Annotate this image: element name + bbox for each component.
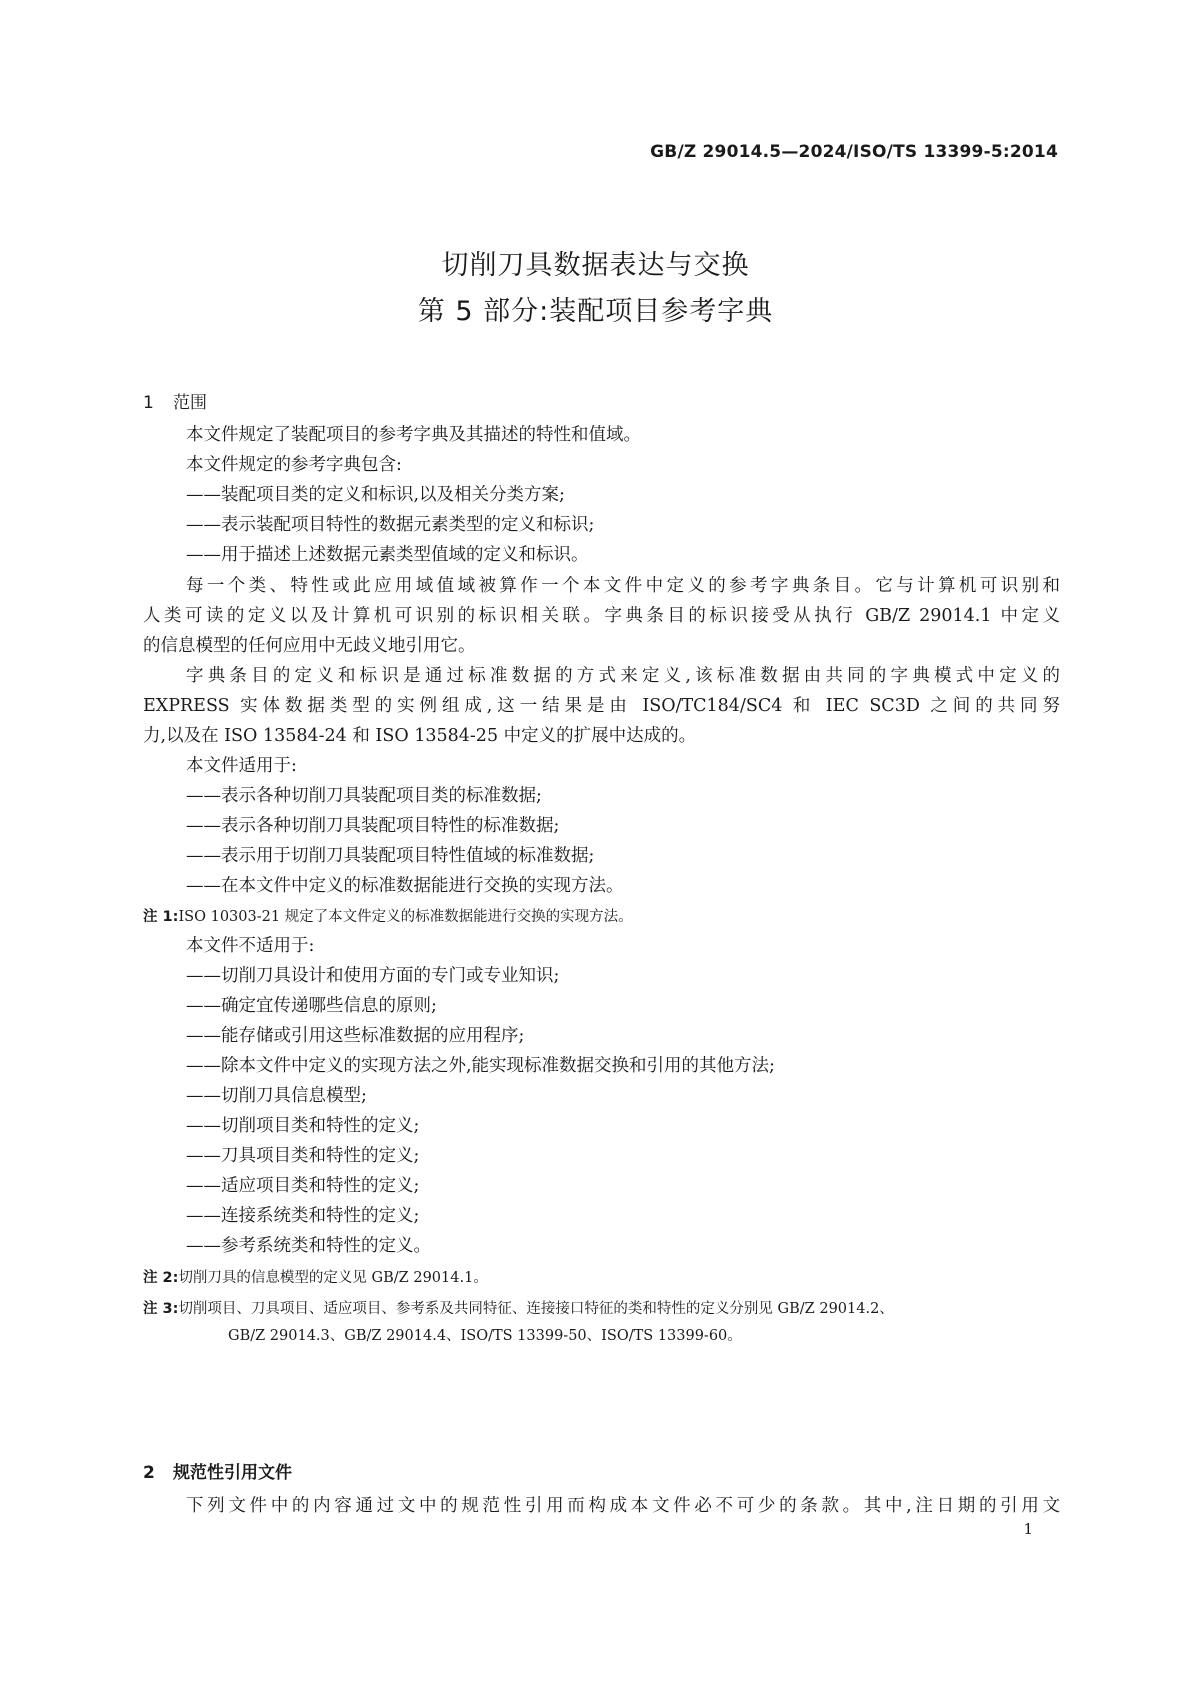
list-item: ——切削项目类和特性的定义; — [186, 1116, 420, 1136]
list-item: ——能存储或引用这些标准数据的应用程序; — [186, 1026, 525, 1046]
note-label: 注 1: — [143, 909, 179, 925]
section-title: 规范性引用文件 — [173, 1463, 292, 1483]
paragraph-line: 力,以及在 ISO 13584-24 和 ISO 13584-25 中定义的扩展中达成的。 — [143, 726, 697, 746]
paragraph-line: 人类可读的定义以及计算机可识别的标识相关联。字典条目的标识接受从执行 GB/Z 29014.1 中定义 — [143, 606, 1060, 626]
list-item: ——装配项目类的定义和标识,以及相关分类方案; — [186, 485, 565, 505]
list-item: ——表示用于切削刀具装配项目特性值域的标准数据; — [186, 846, 595, 866]
list-item: ——连接系统类和特性的定义; — [186, 1206, 420, 1226]
list-item: ——刀具项目类和特性的定义; — [186, 1146, 420, 1166]
list-item: ——确定宜传递哪些信息的原则; — [186, 996, 437, 1016]
section-heading-scope — [143, 388, 207, 413]
section-heading-normative-references — [143, 1458, 292, 1483]
note-text: 切削刀具的信息模型的定义见 GB/Z 29014.1。 — [178, 1270, 488, 1286]
list-item: ——表示各种切削刀具装配项目特性的标准数据; — [186, 816, 560, 836]
list-item: ——切削刀具设计和使用方面的专门或专业知识; — [186, 966, 560, 986]
list-item: ——用于描述上述数据元素类型值域的定义和标识。 — [186, 545, 589, 565]
note-text: 切削项目、刀具项目、适应项目、参考系及共同特征、连接接口特征的类和特性的定义分别见 GB/Z 29014.2、 — [178, 1301, 894, 1317]
section-title: 范围 — [173, 393, 207, 413]
paragraph-line: 下列文件中的内容通过文中的规范性引用而构成本文件必不可少的条款。其中,注日期的引用文 — [186, 1496, 1060, 1516]
document-title: 切削刀具数据表达与交换 — [441, 250, 750, 281]
paragraph-line: 的信息模型的任何应用中无歧义地引用它。 — [143, 636, 476, 656]
list-item: ——切削刀具信息模型; — [186, 1086, 367, 1106]
note-text: ISO 10303-21 规定了本文件定义的标准数据能进行交换的实现方法。 — [178, 909, 633, 925]
note-2 — [143, 1266, 488, 1287]
list-item: ——表示装配项目特性的数据元素类型的定义和标识; — [186, 515, 595, 535]
section-number: 1 — [143, 393, 154, 413]
note-label: 注 2: — [143, 1270, 179, 1286]
note-3-continuation: GB/Z 29014.3、GB/Z 29014.4、ISO/TS 13399-50、ISO/TS 13399-60。 — [228, 1328, 742, 1344]
paragraph: 本文件规定的参考字典包含: — [186, 455, 402, 475]
section-number: 2 — [143, 1463, 155, 1483]
note-3 — [143, 1297, 894, 1318]
paragraph-line: 每一个类、特性或此应用域值域被算作一个本文件中定义的参考字典条目。它与计算机可识别和 — [186, 576, 1060, 596]
list-item: ——适应项目类和特性的定义; — [186, 1176, 420, 1196]
note-1 — [143, 905, 633, 926]
paragraph: 本文件规定了装配项目的参考字典及其描述的特性和值域。 — [186, 425, 641, 445]
paragraph: 本文件不适用于: — [186, 936, 315, 956]
list-item: ——表示各种切削刀具装配项目类的标准数据; — [186, 786, 542, 806]
paragraph: 本文件适用于: — [186, 756, 297, 776]
document-subtitle: 第 5 部分:装配项目参考字典 — [417, 296, 774, 327]
list-item: ——参考系统类和特性的定义。 — [186, 1236, 431, 1256]
standard-code: GB/Z 29014.5—2024/ISO/TS 13399-5:2014 — [650, 142, 1058, 162]
page-number: 1 — [1023, 1520, 1033, 1538]
paragraph-line: 字典条目的定义和标识是通过标准数据的方式来定义,该标准数据由共同的字典模式中定义的 — [186, 666, 1060, 686]
list-item: ——在本文件中定义的标准数据能进行交换的实现方法。 — [186, 876, 624, 896]
list-item: ——除本文件中定义的实现方法之外,能实现标准数据交换和引用的其他方法; — [186, 1056, 775, 1076]
note-label: 注 3: — [143, 1301, 179, 1317]
paragraph-line: EXPRESS 实体数据类型的实例组成,这一结果是由 ISO/TC184/SC4 和 IEC SC3D 之间的共同努 — [143, 696, 1060, 716]
